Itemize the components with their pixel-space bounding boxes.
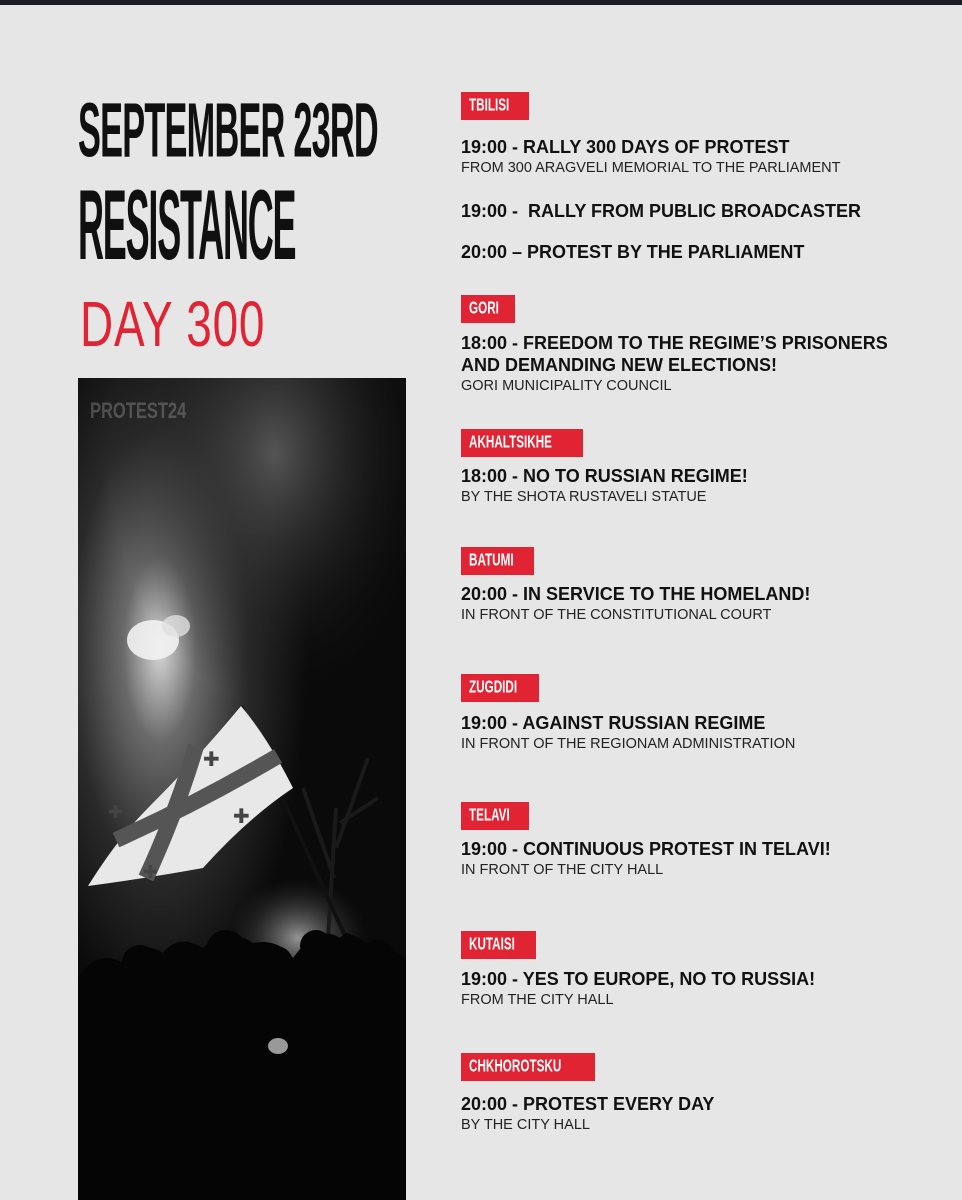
city-block-tbilisi — [461, 92, 941, 262]
event-item — [461, 332, 931, 396]
headline-title: RESISTANCE — [78, 169, 296, 281]
event-item — [461, 465, 931, 507]
top-border — [0, 0, 962, 5]
watermark-logo: PROTEST24 — [90, 398, 187, 423]
protest-photo — [78, 378, 406, 1200]
event-title: 18:00 - NO TO RUSSIAN REGIME! — [461, 466, 748, 486]
event-item — [461, 583, 931, 625]
event-item — [461, 838, 931, 880]
city-block-batumi — [461, 547, 941, 623]
svg-text:✚: ✚ — [203, 747, 220, 771]
city-label: ZUGDIDI — [461, 674, 539, 702]
event-item — [461, 968, 931, 1010]
event-item — [461, 1093, 931, 1135]
svg-text:✚: ✚ — [143, 862, 159, 883]
event-title: 18:00 - FREEDOM TO THE REGIME’S PRISONERS AND DEMANDING NEW ELECTIONS! — [461, 333, 888, 375]
event-title: 19:00 - YES TO EUROPE, NO TO RUSSIA! — [461, 969, 816, 989]
city-block-chkhorotsku — [461, 1053, 941, 1133]
city-label: AKHALTSIKHE — [461, 429, 583, 457]
event-item — [461, 136, 931, 178]
event-item — [461, 241, 931, 263]
event-title: 20:00 - IN SERVICE TO THE HOMELAND! — [461, 584, 811, 604]
event-title: 20:00 - PROTEST EVERY DAY — [461, 1094, 715, 1114]
event-title: 19:00 - RALLY FROM PUBLIC BROADCASTER — [461, 201, 862, 221]
event-location: IN FRONT OF THE CITY HALL — [461, 862, 664, 878]
svg-text:✚: ✚ — [108, 802, 124, 823]
event-location: IN FRONT OF THE CONSTITUTIONAL COURT — [461, 607, 772, 623]
city-block-telavi — [461, 802, 941, 878]
headline-date: SEPTEMBER 23RD — [78, 88, 378, 174]
city-label: CHKHOROTSKU — [461, 1053, 595, 1081]
event-location: IN FRONT OF THE REGIONAM ADMINISTRATION — [461, 736, 796, 752]
event-item — [461, 200, 931, 222]
event-location: BY THE SHOTA RUSTAVELI STATUE — [461, 489, 707, 505]
city-label: BATUMI — [461, 547, 534, 575]
city-label: KUTAISI — [461, 931, 536, 959]
city-label: TBILISI — [461, 92, 529, 120]
event-title: 19:00 - RALLY 300 DAYS OF PROTEST — [461, 137, 790, 157]
event-title: 19:00 - AGAINST RUSSIAN REGIME — [461, 713, 766, 733]
event-title: 19:00 - CONTINUOUS PROTEST IN TELAVI! — [461, 839, 831, 859]
day-counter: DAY 300 — [80, 287, 266, 360]
city-label: TELAVI — [461, 802, 529, 830]
city-block-kutaisi — [461, 931, 941, 1008]
event-location: FROM THE CITY HALL — [461, 992, 614, 1008]
protest-scene-illustration — [78, 378, 406, 1200]
city-block-zugdidi — [461, 674, 941, 752]
city-block-gori — [461, 295, 941, 394]
event-item — [461, 712, 931, 754]
city-block-akhaltsikhe — [461, 429, 941, 505]
city-label: GORI — [461, 295, 515, 323]
event-location: BY THE CITY HALL — [461, 1117, 590, 1133]
event-location: FROM 300 ARAGVELI MEMORIAL TO THE PARLIAMENT — [461, 160, 841, 176]
svg-text:✚: ✚ — [233, 804, 250, 828]
event-location: GORI MUNICIPALITY COUNCIL — [461, 378, 672, 394]
event-title: 20:00 – PROTEST BY THE PARLIAMENT — [461, 242, 805, 262]
